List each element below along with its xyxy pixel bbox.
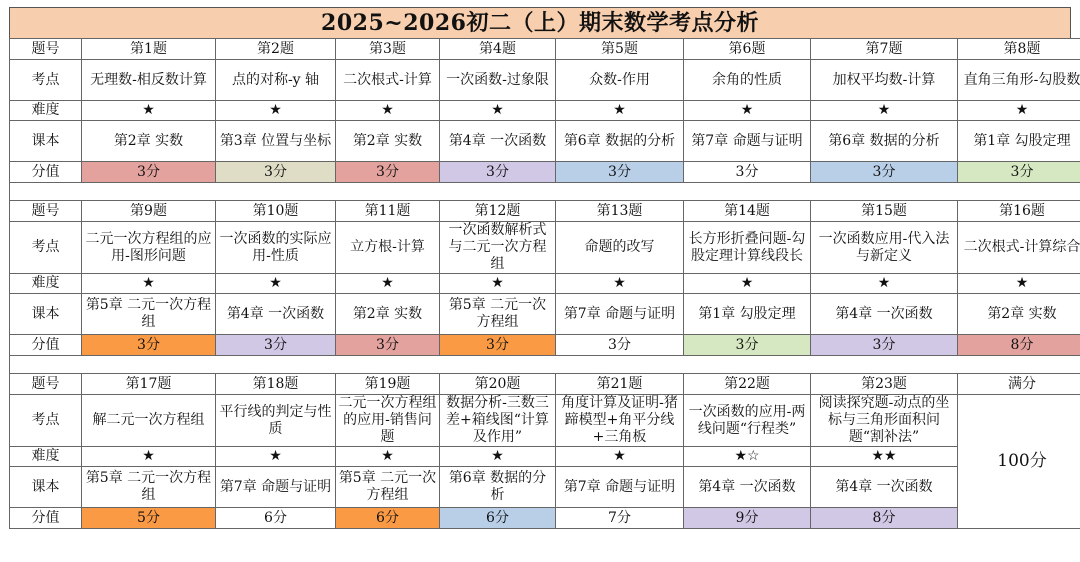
chapter-cell: 第7章 命题与证明 <box>556 294 684 335</box>
score-cell: 3分 <box>82 162 216 183</box>
score-cell: 3分 <box>556 335 684 356</box>
row-label-chapter: 课本 <box>10 294 82 335</box>
question-number-cell: 第4题 <box>440 39 556 60</box>
row-label-topic: 考点 <box>10 60 82 101</box>
question-number-cell: 第21题 <box>556 374 684 395</box>
topic-cell: 解二元一次方程组 <box>82 395 216 447</box>
row-topic <box>10 222 1080 274</box>
chapter-cell: 第4章 一次函数 <box>811 294 958 335</box>
difficulty-cell: ★ <box>958 101 1080 121</box>
score-cell: 3分 <box>811 162 958 183</box>
question-number-cell: 第20题 <box>440 374 556 395</box>
chapter-cell: 第2章 实数 <box>82 121 216 162</box>
full-score-value: 100分 <box>958 395 1080 529</box>
score-cell: 6分 <box>336 508 440 529</box>
row-topic <box>10 60 1080 101</box>
difficulty-cell: ★ <box>336 101 440 121</box>
topic-cell: 二次根式-计算综合 <box>958 222 1080 274</box>
score-cell: 3分 <box>811 335 958 356</box>
row-topic <box>10 395 1080 447</box>
row-label-difficulty: 难度 <box>10 447 82 467</box>
score-cell: 7分 <box>556 508 684 529</box>
question-number-cell: 第23题 <box>811 374 958 395</box>
question-number-cell: 第19题 <box>336 374 440 395</box>
difficulty-cell: ★ <box>556 101 684 121</box>
row-score <box>10 335 1080 356</box>
question-number-cell: 第1题 <box>82 39 216 60</box>
analysis-table <box>9 38 1080 529</box>
row-number <box>10 39 1080 60</box>
difficulty-cell: ★ <box>440 101 556 121</box>
chapter-cell: 第3章 位置与坐标 <box>216 121 336 162</box>
row-chapter <box>10 121 1080 162</box>
difficulty-cell: ★ <box>82 101 216 121</box>
row-number <box>10 374 1080 395</box>
row-score <box>10 508 1080 529</box>
topic-cell: 二元一次方程组的应用-销售问题 <box>336 395 440 447</box>
chapter-cell: 第4章 一次函数 <box>216 294 336 335</box>
chapter-cell: 第2章 实数 <box>336 294 440 335</box>
row-label-number: 题号 <box>10 201 82 222</box>
difficulty-cell: ★ <box>811 274 958 294</box>
chapter-cell: 第4章 一次函数 <box>684 467 811 508</box>
difficulty-cell: ★ <box>216 274 336 294</box>
difficulty-cell: ★ <box>336 274 440 294</box>
question-number-cell: 第6题 <box>684 39 811 60</box>
question-number-cell: 第10题 <box>216 201 336 222</box>
row-label-number: 题号 <box>10 39 82 60</box>
topic-cell: 角度计算及证明-猪蹄模型+角平分线+三角板 <box>556 395 684 447</box>
score-cell: 3分 <box>216 162 336 183</box>
chapter-cell: 第1章 勾股定理 <box>958 121 1080 162</box>
spacer-cell <box>10 183 1080 201</box>
score-cell: 6分 <box>440 508 556 529</box>
difficulty-cell: ★ <box>684 274 811 294</box>
score-cell: 3分 <box>216 335 336 356</box>
topic-cell: 立方根-计算 <box>336 222 440 274</box>
question-number-cell: 第22题 <box>684 374 811 395</box>
topic-cell: 余角的性质 <box>684 60 811 101</box>
topic-cell: 二元一次方程组的应用-图形问题 <box>82 222 216 274</box>
row-chapter <box>10 467 1080 508</box>
row-label-topic: 考点 <box>10 222 82 274</box>
row-label-difficulty: 难度 <box>10 274 82 294</box>
topic-cell: 平行线的判定与性质 <box>216 395 336 447</box>
question-number-cell: 第15题 <box>811 201 958 222</box>
question-number-cell: 第2题 <box>216 39 336 60</box>
row-label-chapter: 课本 <box>10 121 82 162</box>
score-cell: 3分 <box>440 335 556 356</box>
chapter-cell: 第5章 二元一次方程组 <box>82 467 216 508</box>
full-score-label: 满分 <box>958 374 1080 395</box>
topic-cell: 一次函数解析式与二元一次方程组 <box>440 222 556 274</box>
question-number-cell: 第11题 <box>336 201 440 222</box>
question-number-cell: 第7题 <box>811 39 958 60</box>
row-chapter <box>10 294 1080 335</box>
chapter-cell: 第6章 数据的分析 <box>811 121 958 162</box>
difficulty-cell: ★ <box>556 274 684 294</box>
chapter-cell: 第4章 一次函数 <box>440 121 556 162</box>
difficulty-cell: ★ <box>958 274 1080 294</box>
difficulty-cell: ★ <box>336 447 440 467</box>
chapter-cell: 第5章 二元一次方程组 <box>336 467 440 508</box>
chapter-cell: 第7章 命题与证明 <box>216 467 336 508</box>
difficulty-cell: ★ <box>684 101 811 121</box>
row-label-score: 分值 <box>10 508 82 529</box>
topic-cell: 一次函数的应用-两线问题“行程类” <box>684 395 811 447</box>
topic-cell: 点的对称-y 轴 <box>216 60 336 101</box>
topic-cell: 一次函数的实际应用-性质 <box>216 222 336 274</box>
row-label-topic: 考点 <box>10 395 82 447</box>
difficulty-cell: ★ <box>216 101 336 121</box>
score-cell: 6分 <box>216 508 336 529</box>
difficulty-cell: ★ <box>82 274 216 294</box>
row-number <box>10 201 1080 222</box>
difficulty-cell: ★ <box>216 447 336 467</box>
score-cell: 9分 <box>684 508 811 529</box>
row-label-score: 分值 <box>10 162 82 183</box>
block-spacer <box>10 356 1080 374</box>
question-number-cell: 第18题 <box>216 374 336 395</box>
row-score <box>10 162 1080 183</box>
topic-cell: 二次根式-计算 <box>336 60 440 101</box>
chapter-cell: 第2章 实数 <box>958 294 1080 335</box>
score-cell: 5分 <box>82 508 216 529</box>
chapter-cell: 第1章 勾股定理 <box>684 294 811 335</box>
row-label-difficulty: 难度 <box>10 101 82 121</box>
difficulty-cell: ★ <box>440 274 556 294</box>
topic-cell: 一次函数-过象限 <box>440 60 556 101</box>
question-number-cell: 第9题 <box>82 201 216 222</box>
question-number-cell: 第14题 <box>684 201 811 222</box>
chapter-cell: 第7章 命题与证明 <box>684 121 811 162</box>
topic-cell: 直角三角形-勾股数 <box>958 60 1080 101</box>
chapter-cell: 第7章 命题与证明 <box>556 467 684 508</box>
score-cell: 8分 <box>811 508 958 529</box>
row-label-number: 题号 <box>10 374 82 395</box>
topic-cell: 一次函数应用-代入法与新定义 <box>811 222 958 274</box>
score-cell: 3分 <box>336 162 440 183</box>
score-cell: 8分 <box>958 335 1080 356</box>
question-number-cell: 第17题 <box>82 374 216 395</box>
question-number-cell: 第16题 <box>958 201 1080 222</box>
score-cell: 3分 <box>336 335 440 356</box>
question-number-cell: 第3题 <box>336 39 440 60</box>
topic-cell: 众数-作用 <box>556 60 684 101</box>
chapter-cell: 第5章 二元一次方程组 <box>440 294 556 335</box>
topic-cell: 命题的改写 <box>556 222 684 274</box>
difficulty-cell: ★ <box>82 447 216 467</box>
topic-cell: 长方形折叠问题-勾股定理计算线段长 <box>684 222 811 274</box>
chapter-cell: 第2章 实数 <box>336 121 440 162</box>
exam-analysis-sheet <box>9 7 1080 529</box>
chapter-cell: 第6章 数据的分析 <box>556 121 684 162</box>
question-number-cell: 第13题 <box>556 201 684 222</box>
chapter-cell: 第4章 一次函数 <box>811 467 958 508</box>
spacer-cell <box>10 356 1080 374</box>
question-number-cell: 第5题 <box>556 39 684 60</box>
question-number-cell: 第8题 <box>958 39 1080 60</box>
score-cell: 3分 <box>556 162 684 183</box>
score-cell: 3分 <box>440 162 556 183</box>
topic-cell: 加权平均数-计算 <box>811 60 958 101</box>
row-difficulty <box>10 447 1080 467</box>
difficulty-cell: ★☆ <box>684 447 811 467</box>
chapter-cell: 第6章 数据的分析 <box>440 467 556 508</box>
block-spacer <box>10 183 1080 201</box>
difficulty-cell: ★ <box>440 447 556 467</box>
score-cell: 3分 <box>958 162 1080 183</box>
row-difficulty <box>10 101 1080 121</box>
row-difficulty <box>10 274 1080 294</box>
score-cell: 3分 <box>684 162 811 183</box>
topic-cell: 无理数-相反数计算 <box>82 60 216 101</box>
chapter-cell: 第5章 二元一次方程组 <box>82 294 216 335</box>
topic-cell: 阅读探究题-动点的坐标与三角形面积问题“割补法” <box>811 395 958 447</box>
difficulty-cell: ★★ <box>811 447 958 467</box>
question-number-cell: 第12题 <box>440 201 556 222</box>
row-label-score: 分值 <box>10 335 82 356</box>
score-cell: 3分 <box>82 335 216 356</box>
difficulty-cell: ★ <box>811 101 958 121</box>
row-label-chapter: 课本 <box>10 467 82 508</box>
score-cell: 3分 <box>684 335 811 356</box>
sheet-title: 2025~2026初二（上）期末数学考点分析 <box>9 7 1071 38</box>
topic-cell: 数据分析-三数三差+箱线图“计算及作用” <box>440 395 556 447</box>
difficulty-cell: ★ <box>556 447 684 467</box>
